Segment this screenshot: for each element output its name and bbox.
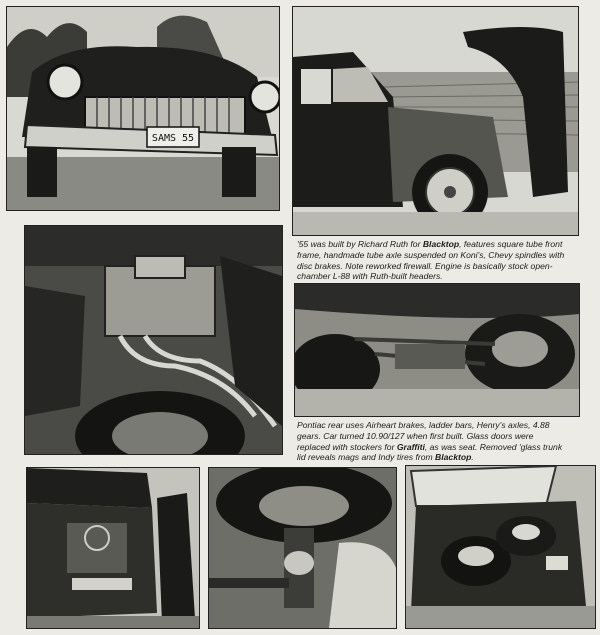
caption-text: , features square tube front [459,239,563,249]
caption-line [297,452,582,463]
caption-front-suspension [297,239,582,282]
caption-line: frame, handmade tube axle suspended on Koni's, Chevy spindles with [297,249,565,260]
caption-line: gears. Car turned 10.90/127 when first built. Glass doors were [297,430,534,441]
caption-line [297,239,582,250]
photo-car-front [6,6,280,211]
caption-text: replaced with stockers for [297,441,397,452]
photo-interior-door [26,467,200,629]
caption-line: Pontiac rear uses Airheart brakes, ladder bars, Henry's axles, 4.88 [297,420,550,430]
caption-line: chamber L-88 with Ruth-built headers. [297,271,443,282]
caption-emphasis: Graffiti [396,441,425,452]
rear-suspension-image [295,284,579,416]
caption-text: , as was seat. Removed 'glass trunk [424,441,563,452]
photo-engine-bay [24,225,283,455]
trunk-image [406,466,595,628]
photo-car-side-open-hood [292,6,579,236]
car-front-image [7,7,279,210]
rear-axle-image [209,468,396,628]
caption-rear-end [297,420,582,463]
interior-image [27,468,199,628]
license-plate-text: SAMS 55 [151,133,195,144]
photo-rear-underside [294,283,580,417]
photo-open-trunk [405,465,596,629]
caption-emphasis: Blacktop [435,452,472,463]
caption-text: . [471,452,474,463]
caption-text: lid reveals mags and Indy tires from [297,452,436,463]
car-side-image [293,7,578,235]
photo-rear-axle-spare [208,467,397,629]
caption-line: disc brakes. Note reworked firewall. Engine is basically stock open- [297,260,553,271]
caption-line [297,442,582,453]
engine-image [25,226,282,454]
caption-text: '55 was built by Richard Ruth for [297,239,423,249]
caption-emphasis: Blacktop [422,239,460,249]
